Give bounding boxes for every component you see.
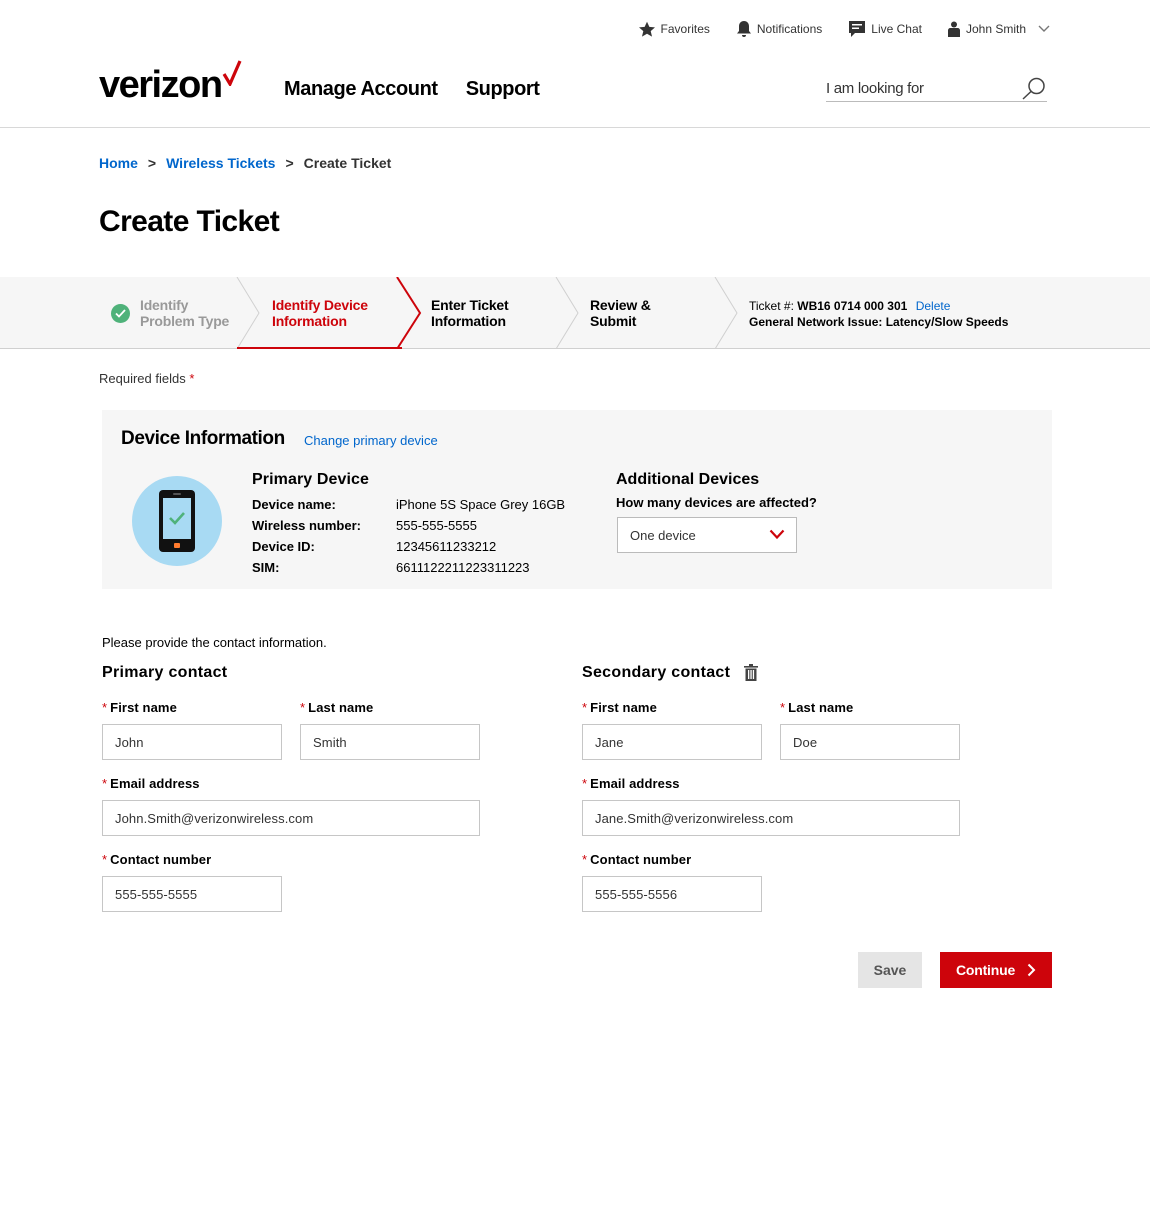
step-label: Review & Submit: [590, 297, 651, 329]
secondary-first-name-label: * First name: [582, 700, 657, 715]
active-step-underline: [237, 347, 402, 349]
check-circle-icon: [111, 304, 130, 323]
required-fields-note: Required fields *: [99, 371, 195, 386]
devices-affected-select[interactable]: [617, 517, 797, 553]
step-divider: [555, 277, 581, 349]
secondary-last-name-field: [780, 724, 960, 760]
ticket-number: WB16 0714 000 301: [797, 299, 908, 313]
device-detail-row: Device name: iPhone 5S Space Grey 16GB: [252, 497, 566, 512]
breadcrumb: [99, 155, 391, 171]
logo-text: verizon: [99, 64, 222, 106]
ticket-label: Ticket #:: [749, 299, 794, 313]
primary-last-name-field: [300, 724, 480, 760]
verizon-logo[interactable]: [99, 64, 222, 107]
primary-device-details: [252, 494, 565, 578]
breadcrumb-separator: >: [285, 155, 294, 171]
device-detail-row: Wireless number: 555-555-5555: [252, 518, 477, 533]
progress-stepper: [0, 277, 1150, 349]
favorites-label: Favorites: [660, 22, 710, 36]
chevron-right-icon: [1027, 963, 1036, 977]
nav-support[interactable]: Support: [465, 78, 540, 100]
user-menu[interactable]: [948, 21, 1050, 37]
device-information-heading: Device Information: [121, 428, 285, 449]
chat-icon: [848, 20, 866, 38]
secondary-email-input[interactable]: [583, 801, 959, 835]
breadcrumb-wireless-tickets[interactable]: Wireless Tickets: [166, 155, 276, 171]
chevron-down-icon: [769, 529, 785, 540]
additional-devices-title: Additional Devices: [616, 471, 760, 488]
step-enter-ticket-information[interactable]: [431, 277, 541, 349]
chevron-down-icon[interactable]: [1038, 25, 1050, 33]
star-icon: [638, 21, 656, 38]
secondary-last-name-label: * Last name: [780, 700, 854, 715]
ticket-summary: [749, 298, 1008, 330]
main-nav: [284, 78, 568, 101]
breadcrumb-home[interactable]: Home: [99, 155, 138, 171]
primary-phone-field: [102, 876, 282, 912]
secondary-contact-title: Secondary contact: [582, 664, 731, 681]
primary-contact-title: Primary contact: [102, 664, 228, 681]
primary-first-name-field: [102, 724, 282, 760]
primary-phone-label: * Contact number: [102, 852, 212, 867]
additional-devices-question: How many devices are affected?: [616, 495, 817, 510]
notifications-link[interactable]: [736, 20, 822, 38]
step-label: Identify Device Information: [272, 297, 368, 329]
step-divider: [714, 277, 740, 349]
secondary-last-name-input[interactable]: [781, 725, 959, 759]
search-icon[interactable]: [1021, 76, 1047, 100]
primary-email-field: [102, 800, 480, 836]
favorites-link[interactable]: [638, 21, 710, 38]
nav-manage-account[interactable]: Manage Account: [284, 78, 438, 100]
delete-ticket-link[interactable]: Delete: [915, 299, 951, 313]
step-label: Identify Problem Type: [140, 297, 230, 329]
checkmark-logo-icon: [222, 60, 242, 86]
step-identify-device-information[interactable]: [272, 277, 392, 349]
primary-last-name-label: * Last name: [300, 700, 374, 715]
primary-email-label: * Email address: [102, 776, 200, 791]
step-review-submit[interactable]: [590, 277, 700, 349]
continue-button[interactable]: [940, 952, 1052, 988]
contact-hint: Please provide the contact information.: [102, 635, 327, 650]
continue-label: Continue: [955, 962, 1016, 978]
secondary-first-name-field: [582, 724, 762, 760]
ticket-issue: General Network Issue: Latency/Slow Speeds: [749, 315, 1009, 329]
step-identify-problem-type[interactable]: [111, 277, 250, 349]
breadcrumb-current: Create Ticket: [303, 155, 392, 171]
secondary-email-field: [582, 800, 960, 836]
user-icon: [948, 21, 960, 37]
secondary-phone-input[interactable]: [583, 877, 761, 911]
primary-first-name-input[interactable]: [103, 725, 281, 759]
search-box: [826, 74, 1047, 102]
utility-bar: [612, 20, 1050, 38]
page-title: Create Ticket: [99, 205, 280, 238]
step-divider-active: [396, 277, 424, 349]
change-primary-device-link[interactable]: Change primary device: [304, 433, 438, 448]
live-chat-label: Live Chat: [871, 22, 922, 36]
notifications-label: Notifications: [756, 22, 823, 36]
primary-first-name-label: * First name: [102, 700, 177, 715]
primary-last-name-input[interactable]: [301, 725, 479, 759]
secondary-phone-label: * Contact number: [582, 852, 692, 867]
device-detail-row: Device ID: 12345611233212: [252, 539, 497, 554]
user-name: John Smith: [965, 22, 1026, 36]
live-chat-link[interactable]: [848, 20, 922, 38]
breadcrumb-separator: >: [147, 155, 157, 171]
secondary-phone-field: [582, 876, 762, 912]
bell-icon: [736, 20, 752, 38]
primary-phone-input[interactable]: [103, 877, 281, 911]
primary-device-title: Primary Device: [252, 471, 370, 488]
device-information-panel: [102, 410, 1052, 589]
devices-affected-value: One device: [630, 528, 696, 543]
secondary-email-label: * Email address: [582, 776, 680, 791]
search-input[interactable]: [826, 74, 1016, 102]
trash-icon[interactable]: [744, 664, 758, 681]
device-detail-row: SIM: 6611122211223311223: [252, 560, 530, 575]
secondary-first-name-input[interactable]: [583, 725, 761, 759]
primary-email-input[interactable]: [103, 801, 479, 835]
device-avatar: [132, 476, 222, 566]
smartphone-check-icon: [158, 489, 196, 553]
step-label: Enter Ticket Information: [431, 297, 509, 329]
header-divider: [0, 127, 1150, 128]
save-button[interactable]: Save: [858, 952, 922, 988]
